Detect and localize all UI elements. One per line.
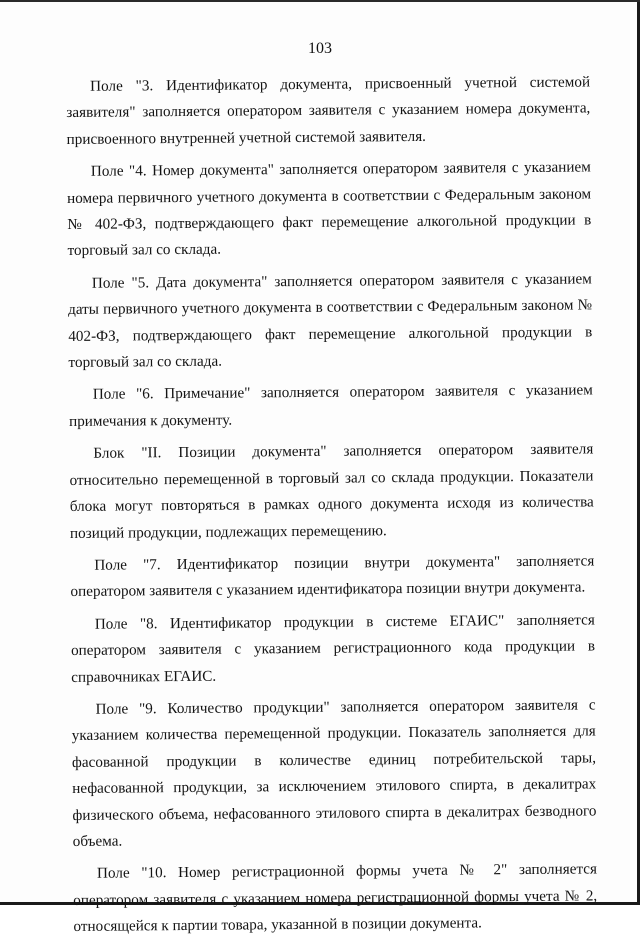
- paragraph-field-6: Поле "6. Примечание" заполняется оператором заявителя с указанием примечания к документу.: [68, 381, 593, 430]
- paragraph-field-8: Поле "8. Идентификатор продукции в системе ЕГАИС" заполняется оператором заявителя с указанием регистрационного кода продукции в справочниках ЕГАИС.: [70, 611, 596, 686]
- paragraph-field-7: Поле "7. Идентификатор позиции внутри документа" заполняется оператором заявителя с указанием идентификатора позиции внутри документа.: [70, 552, 595, 601]
- paragraph-field-4: Поле "4. Номер документа" заполняется оператором заявителя с указанием номера первичного учетного документа в соответствии с Федеральным законом № 402-ФЗ, подтверждающего факт перемещение алкогольной продукции в торговый зал со склада.: [67, 158, 592, 260]
- document-body: [66, 69, 598, 946]
- paragraph-block-2: Блок "II. Позиции документа" заполняется оператором заявителя относительно перемещенной в торговый зал со склада продукции. Показатели блока могут повторяться в рамках одного документа исходя из количества позиций продукции, подлежащих перемещению.: [69, 440, 594, 542]
- paragraph-field-10: Поле "10. Номер регистрационной формы учета № 2" заполняется оператором заявителя с указанием номера регистрационной формы учета № 2, относящейся к партии товара, указанной в позиции документа.: [73, 860, 598, 936]
- scan-edge: [0, 0, 640, 2]
- paragraph-field-9: Поле "9. Количество продукции" заполняется оператором заявителя с указанием количества перемещенной продукции. Показатель заполняется для фасованной продукции в количестве единиц потребительской тары, нефасованной продукции, за исключением этилового спирта, в декалитрах физического объема, нефасованного этилового спирта в декалитрах безводного объема.: [71, 696, 597, 850]
- paragraph-field-3: Поле "3. Идентификатор документа, присвоенный учетной системой заявителя" заполняется оператором заявителя с указанием номера документа, присвоенного внутренней учетной системой заявителя.: [66, 73, 591, 148]
- paragraph-field-5: Поле "5. Дата документа" заполняется оператором заявителя с указанием даты первичного учетного документа в соответствии с Федеральным законом № 402-ФЗ, подтверждающего факт перемещение алкогольной продукции в торговый зал со склада.: [67, 270, 593, 372]
- page-number: 103: [308, 40, 332, 57]
